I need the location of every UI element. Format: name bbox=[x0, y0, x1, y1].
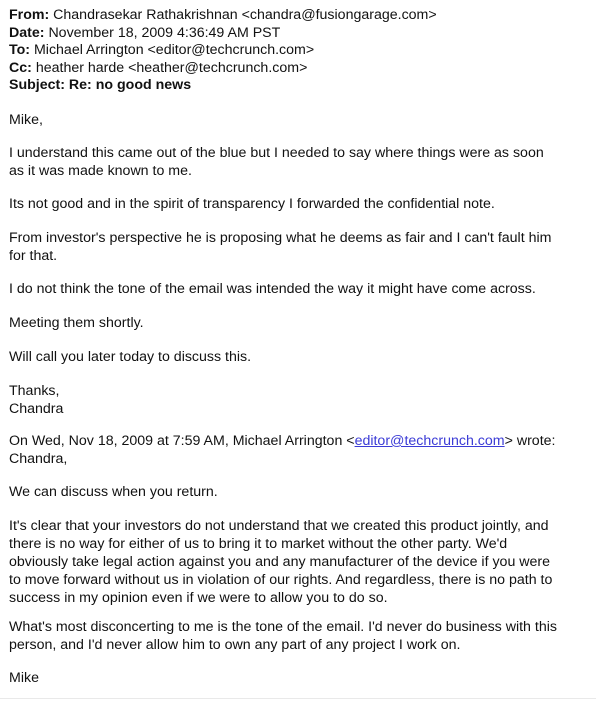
to-label: To: bbox=[9, 42, 31, 58]
date-row bbox=[9, 25, 589, 43]
reply-greeting: Mike, bbox=[9, 112, 43, 128]
cc-label: Cc: bbox=[9, 59, 32, 76]
scan-edge-divider bbox=[0, 698, 596, 699]
quoted-paragraph-3: What's most disconcerting to me is the tone of the email. I'd never do business with this person, and I'd never allow him to own any part of any project I work on. bbox=[9, 619, 557, 653]
reply-paragraph-4: I do not think the tone of the email was intended the way it might have come across. bbox=[9, 281, 536, 297]
quoted-greeting: Chandra, bbox=[9, 451, 68, 467]
cc-row bbox=[9, 60, 589, 78]
date-value: November 18, 2009 4:36:49 AM PST bbox=[48, 24, 281, 41]
reply-paragraph-5: Meeting them shortly. bbox=[9, 315, 144, 331]
email-header bbox=[9, 7, 589, 95]
signature-chandra: Chandra bbox=[9, 401, 64, 417]
date-label: Date: bbox=[9, 24, 45, 41]
to-value: Michael Arrington <editor@techcrunch.com> bbox=[33, 42, 315, 58]
reply-paragraph-2: Its not good and in the spirit of transparency I forwarded the confidential note. bbox=[9, 196, 495, 212]
from-row bbox=[9, 7, 589, 25]
quoted-intro bbox=[9, 432, 589, 468]
editor-email-link[interactable]: editor@techcrunch.com bbox=[354, 433, 505, 449]
subject-value: Re: no good news bbox=[68, 77, 192, 93]
quoted-paragraph-1: We can discuss when you return. bbox=[9, 484, 218, 500]
quoted-signature: Mike bbox=[9, 670, 39, 686]
quoted-intro-prefix: On Wed, Nov 18, 2009 at 7:59 AM, Michael Arrington < bbox=[9, 433, 355, 449]
cc-value: heather harde <heather@techcrunch.com> bbox=[35, 59, 308, 76]
reply-paragraph-1: I understand this came out of the blue but I needed to say where things were as soon as it was made known to me. bbox=[9, 145, 544, 179]
reply-paragraph-6: Will call you later today to discuss this. bbox=[9, 349, 252, 365]
subject-row bbox=[9, 77, 589, 95]
signoff-text: Thanks, bbox=[9, 383, 60, 399]
to-row bbox=[9, 42, 589, 60]
from-value: Chandrasekar Rathakrishnan <chandra@fusiongarage.com> bbox=[53, 7, 437, 23]
subject-label: Subject: bbox=[9, 77, 65, 93]
reply-signoff bbox=[9, 382, 589, 418]
quoted-paragraph-2: It's clear that your investors do not understand that we created this product jointly, and there is no way for either of us to bring it to market without the other party. We'd obviously take legal action against you and any manufacturer of the device if you were to move forward without us in violation of our rights. And regardless, there is no path to success in my opinion even if we were to allow you to do so. bbox=[9, 518, 553, 606]
from-label: From: bbox=[9, 7, 50, 23]
quoted-intro-suffix: > wrote: bbox=[504, 433, 556, 449]
reply-paragraph-3: From investor's perspective he is proposing what he deems as fair and I can't fault him for that. bbox=[9, 230, 552, 264]
